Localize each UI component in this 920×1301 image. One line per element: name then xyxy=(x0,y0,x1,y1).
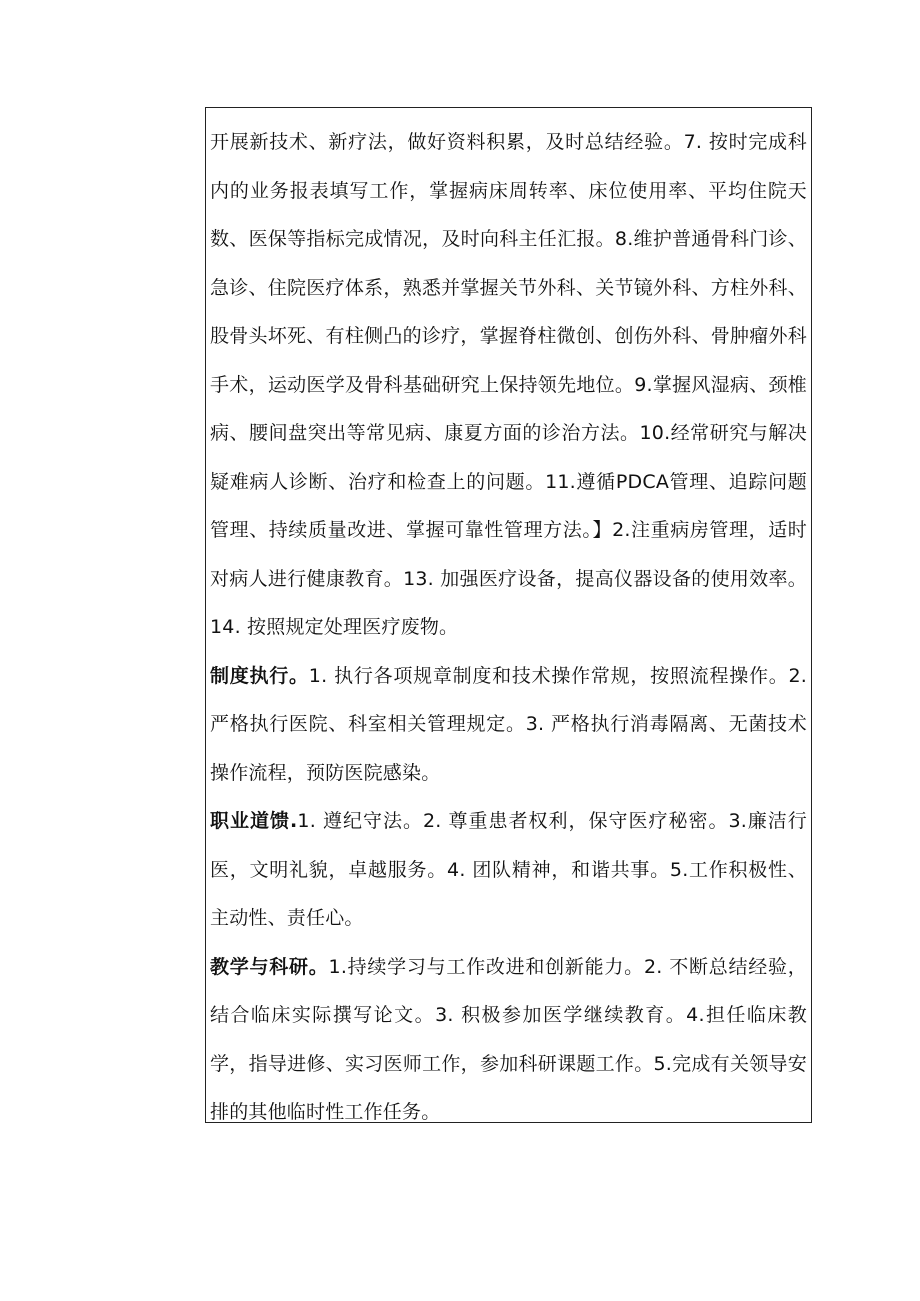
paragraph-text: 1.持续学习与工作改进和创新能力。2. 不断总结经验，结合临床实际撰写论文。3. 积极参加医学继续教育。4.担任临床教学，指导进修、实习医师工作，参加科研课题工作。5.完成有关领导安排的其他临时性工作任务。 xyxy=(210,955,807,1123)
paragraph-system-execution xyxy=(210,652,807,798)
paragraph-duties-continued xyxy=(210,118,807,652)
paragraph-text: 1. 执行各项规章制度和技术操作常规，按照流程操作。2. 严格执行医院、科室相关管理规定。3. 严格执行消毒隔离、无菌技术操作流程，预防医院感染。 xyxy=(210,664,807,784)
section-heading-teaching-research: 教学与科研。 xyxy=(210,955,329,978)
section-heading-professional-ethics: 职业道馈. xyxy=(210,810,298,832)
paragraph-text: 1. 遵纪守法。2. 尊重患者权利，保守医疗秘密。3.廉洁行医，文明礼貌，卓越服务。4. 团队精神，和谐共事。5.工作积极性、主动性、责任心。 xyxy=(210,810,807,929)
paragraph-professional-ethics xyxy=(210,797,807,943)
paragraph-teaching-research xyxy=(210,943,807,1137)
paragraph-text: 开展新技术、新疗法，做好资料积累，及时总结经验。7. 按时完成科内的业务报表填写工作，掌握病床周转率、床位使用率、平均住院天数、医保等指标完成情况，及时向科主任汇报。8.维护普通骨科门诊、急诊、住院医疗体系，熟悉并掌握关节外科、关节镜外科、方柱外科、股骨头坏死、有柱侧凸的诊疗，掌握脊柱微创、创伤外科、骨肿瘤外科手术，运动医学及骨科基础研究上保持领先地位。9.掌握风湿病、颈椎病、腰间盘突出等常见病、康夏方面的诊治方法。10.经常研究与解决疑难病人诊断、治疗和检查上的问题。11.遵循PDCA管理、追踪问题管理、持续质量改进、掌握可靠性管理方法。】2.注重病房管理，适时对病人进行健康教育。13. 加强医疗设备，提高仪器设备的使用效率。14. 按照规定处理医疗废物。 xyxy=(210,131,807,638)
section-heading-system-execution: 制度执行。 xyxy=(210,664,309,687)
content-table-cell xyxy=(205,107,812,1123)
